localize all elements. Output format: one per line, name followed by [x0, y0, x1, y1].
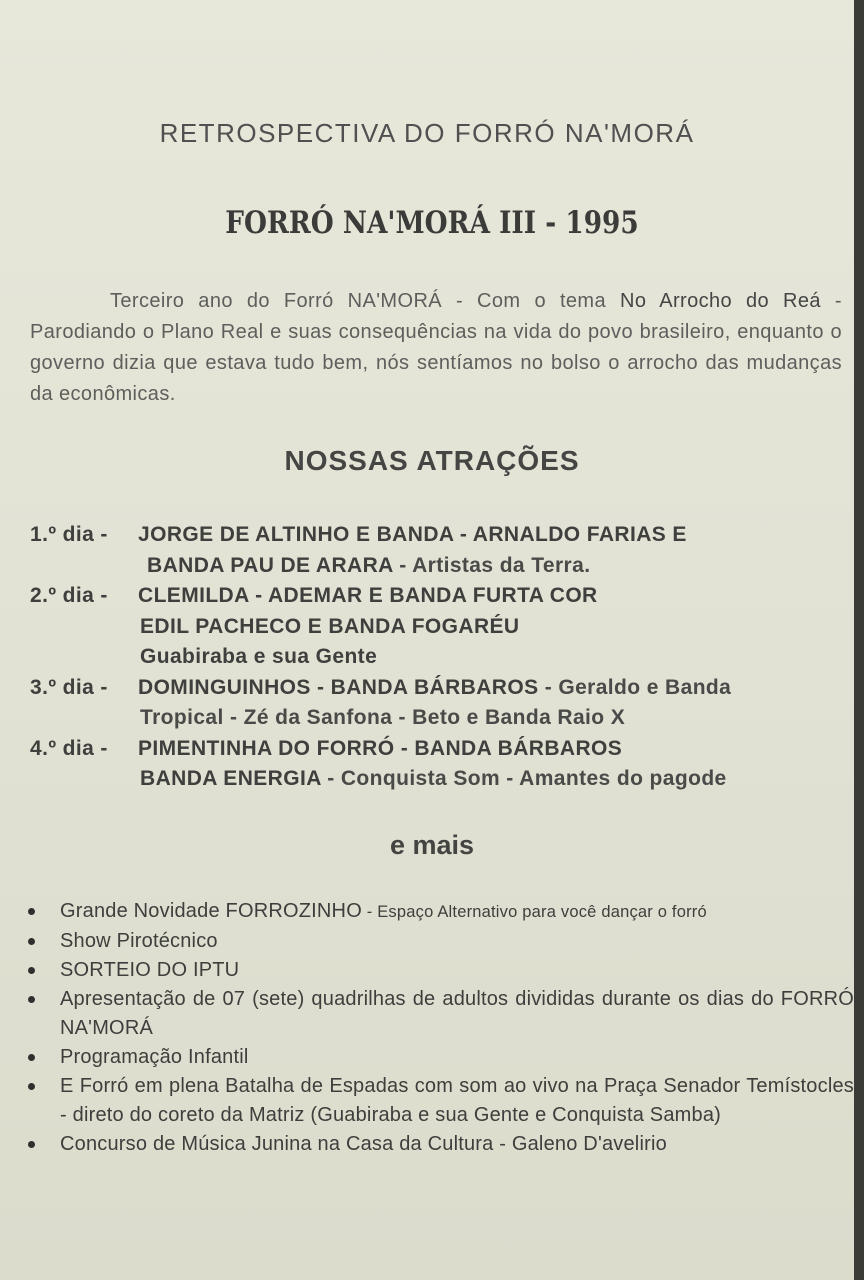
day-2-artists-cont: EDIL PACHECO E BANDA FOGARÉU [140, 614, 520, 638]
list-item-text: Programação Infantil [60, 1046, 249, 1068]
day-1-line-1 [30, 520, 850, 551]
day-3-line-1 [30, 673, 850, 704]
day-2-line-1 [30, 581, 850, 612]
day-4-artists-cont: BANDA ENERGIA [140, 767, 321, 790]
bullet-icon [28, 1054, 35, 1061]
day-4-artists-extra: - Conquista Som - Amantes do pagode [320, 767, 727, 790]
day-4-line-1 [30, 734, 850, 765]
bullet-icon [28, 1141, 35, 1148]
day-3-artists: DOMINGUINHOS - BANDA BÁRBAROS [138, 675, 539, 699]
bullet-icon [28, 996, 35, 1003]
list-item-text: E Forró em plena Batalha de Espadas com som ao vivo na Praça Senador Temístocles - direto do coreto da Matriz (Guabiraba e sua Gente e Conquista Samba) [60, 1075, 854, 1126]
day-1-artists-cont: BANDA PAU DE ARARA [147, 553, 393, 577]
day-2-line-2 [30, 612, 850, 643]
day-4-label: 4.º dia - [30, 736, 108, 760]
day-3-label: 3.º dia - [30, 675, 108, 699]
list-item [28, 956, 854, 985]
list-item [28, 927, 854, 956]
bullet-icon [28, 967, 35, 974]
more-title: e mais [389, 830, 475, 860]
edition-title: FORRÓ NA'MORÁ III - 1995 [225, 205, 639, 241]
bullet-icon [28, 938, 35, 945]
day-3-artists-extra: - Geraldo e Banda [538, 675, 732, 699]
day-1-note: - Artistas da Terra. [392, 553, 591, 577]
day-2-line-3 [30, 642, 850, 673]
day-4-line-2 [30, 764, 850, 795]
list-item-text: Show Pirotécnico [60, 930, 218, 952]
bullet-icon [28, 1083, 35, 1090]
intro-paragraph [30, 286, 842, 410]
list-item-text: Concurso de Música Junina na Casa da Cultura - Galeno D'avelirio [60, 1133, 667, 1155]
list-item-text: Grande Novidade FORROZINHO [60, 900, 362, 922]
day-2-artists-extra: Guabiraba e sua Gente [140, 645, 378, 668]
day-4-artists: PIMENTINHA DO FORRÓ - BANDA BÁRBAROS [138, 736, 623, 760]
list-item [28, 1072, 854, 1130]
attractions-schedule [30, 520, 850, 795]
document-title: RETROSPECTIVA DO FORRÓ NA'MORÁ [159, 118, 695, 148]
more-list [28, 897, 854, 1159]
list-item [28, 897, 854, 927]
list-item [28, 985, 854, 1043]
list-item [28, 1043, 854, 1072]
list-item [28, 1130, 854, 1159]
day-1-line-2 [30, 551, 850, 582]
day-3-artists-cont: Tropical - Zé da Sanfona - Beto e Banda Raio X [140, 706, 626, 729]
list-item-text: Apresentação de 07 (sete) quadrilhas de adultos divididas durante os dias do FORRÓ NA'MORÁ [60, 988, 854, 1039]
day-1-artists: JORGE DE ALTINHO E BANDA - ARNALDO FARIAS E [138, 523, 687, 546]
list-item-text: SORTEIO DO IPTU [60, 959, 240, 981]
list-item-subtext: - Espaço Alternativo para você dançar o forró [361, 903, 707, 921]
day-3-line-2 [30, 703, 850, 734]
day-2-label: 2.º dia - [30, 584, 108, 607]
day-2-artists: CLEMILDA - ADEMAR E BANDA FURTA COR [138, 584, 598, 607]
intro-text-2: - Parodiando o Plano Real e suas consequências na vida do povo brasileiro, enquanto o governo dizia que estava tudo bem, nós sentíamos no bolso o arrocho das mudanças da econômicas. [30, 290, 842, 405]
day-1-label: 1.º dia - [30, 523, 108, 546]
intro-text-1: Terceiro ano do Forró NA'MORÁ - Com o tema [110, 290, 620, 312]
attractions-title: NOSSAS ATRAÇÕES [284, 445, 580, 476]
intro-theme: No Arrocho do Reá [619, 290, 821, 312]
bullet-icon [28, 908, 35, 915]
